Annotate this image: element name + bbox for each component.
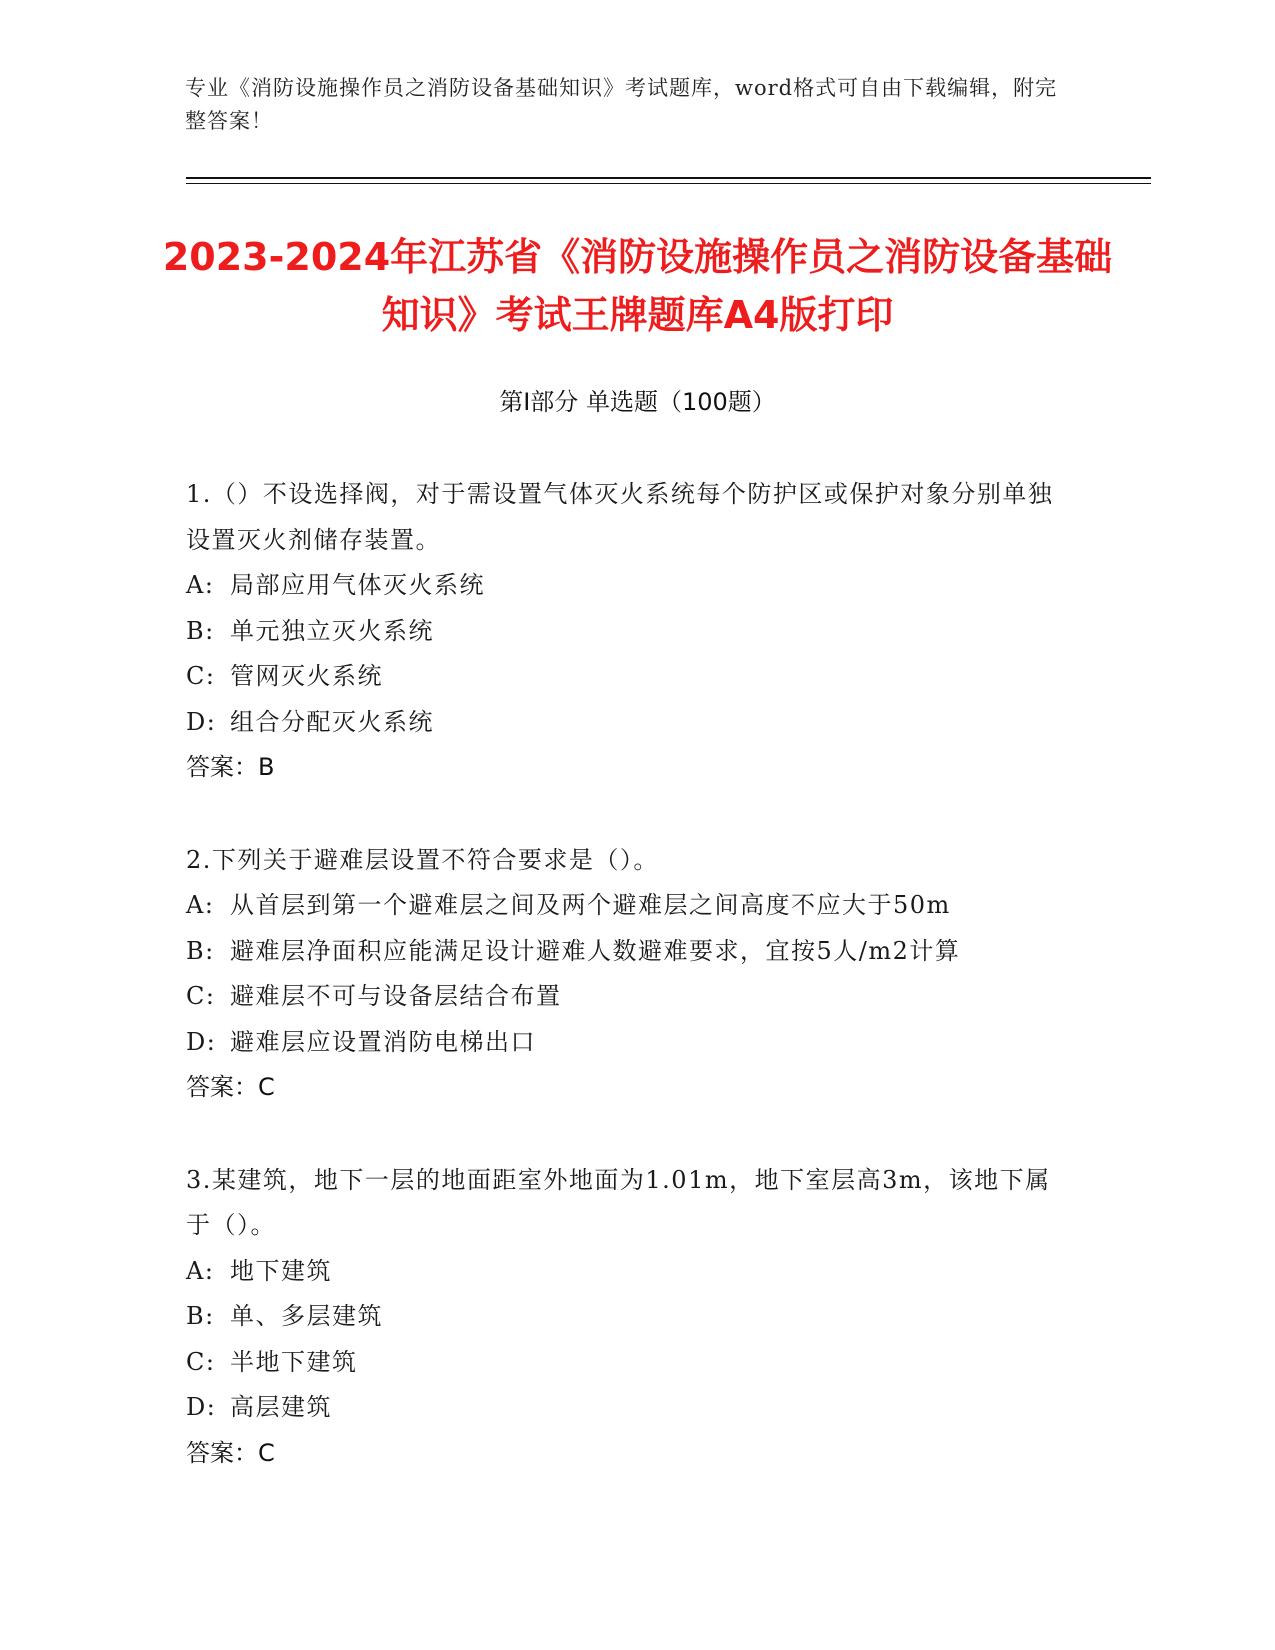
- option-letter: A:: [186, 1256, 215, 1285]
- option-text: 地下建筑: [230, 1256, 332, 1285]
- option-a: [186, 883, 1066, 929]
- question-3-stem: [186, 1158, 1066, 1249]
- option-b: [186, 609, 1066, 655]
- option-letter: B:: [186, 616, 215, 645]
- question-number: 1.: [186, 480, 212, 508]
- document-title: 2023-2024年江苏省《消防设施操作员之消防设备基础知识》考试王牌题库A4版打印: [162, 235, 1113, 337]
- question-text: 下列关于避难层设置不符合要求是（）。: [211, 845, 659, 874]
- option-text: 半地下建筑: [230, 1347, 358, 1376]
- option-c: [186, 1340, 1066, 1386]
- section-heading: 第Ⅰ部分 单选题（100题）: [499, 388, 776, 416]
- option-text: 避难层净面积应能满足设计避难人数避难要求，宜按5人/m2计算: [230, 936, 961, 965]
- option-letter: D:: [186, 1393, 217, 1421]
- option-d: [186, 700, 1066, 746]
- option-b: [186, 929, 1066, 975]
- option-d: [186, 1385, 1066, 1431]
- option-a: [186, 1249, 1066, 1295]
- question-2: [186, 838, 1066, 1111]
- option-text: 避难层应设置消防电梯出口: [230, 1027, 536, 1056]
- option-a: [186, 563, 1066, 609]
- header-note: 专业《消防设施操作员之消防设备基础知识》考试题库，word格式可自由下载编辑，附完整答案！: [185, 76, 1058, 133]
- option-letter: C:: [186, 662, 216, 690]
- question-text: 某建筑，地下一层的地面距室外地面为1.01m，地下室层高3m，该地下属于（）。: [186, 1165, 1051, 1239]
- question-number: 3.: [186, 1165, 212, 1194]
- option-text: 从首层到第一个避难层之间及两个避难层之间高度不应大于50m: [230, 891, 951, 919]
- answer-line: 答案：B: [186, 753, 275, 781]
- option-c: [186, 974, 1066, 1020]
- question-3: [186, 1158, 1066, 1477]
- header-divider-thick: [186, 177, 1151, 179]
- option-c: [186, 654, 1066, 700]
- option-d: [186, 1020, 1066, 1066]
- option-letter: B:: [186, 936, 215, 965]
- option-text: 管网灭火系统: [230, 662, 383, 690]
- option-text: 局部应用气体灭火系统: [230, 571, 485, 599]
- option-letter: D:: [186, 1027, 217, 1056]
- option-letter: C:: [186, 1347, 216, 1376]
- option-text: 避难层不可与设备层结合布置: [230, 982, 562, 1010]
- question-1-stem: [186, 472, 1066, 563]
- option-letter: D:: [186, 707, 217, 736]
- question-number: 2.: [186, 845, 212, 874]
- header-divider-thin: [186, 183, 1151, 184]
- option-letter: A:: [186, 891, 215, 919]
- option-letter: A:: [186, 571, 215, 599]
- option-text: 单、多层建筑: [230, 1302, 383, 1330]
- question-text: （）不设选择阀，对于需设置气体灭火系统每个防护区或保护对象分别单独设置灭火剂储存装置。: [186, 480, 1054, 554]
- question-2-stem: [186, 838, 1066, 884]
- option-letter: B:: [186, 1302, 215, 1330]
- question-1: [186, 472, 1066, 791]
- answer-line: 答案：C: [186, 1073, 275, 1101]
- option-letter: C:: [186, 982, 216, 1010]
- question-list: [186, 472, 1066, 1523]
- option-text: 高层建筑: [230, 1393, 332, 1421]
- option-text: 组合分配灭火系统: [230, 707, 434, 736]
- answer-line: 答案：C: [186, 1438, 275, 1467]
- option-text: 单元独立灭火系统: [230, 616, 434, 645]
- option-b: [186, 1294, 1066, 1340]
